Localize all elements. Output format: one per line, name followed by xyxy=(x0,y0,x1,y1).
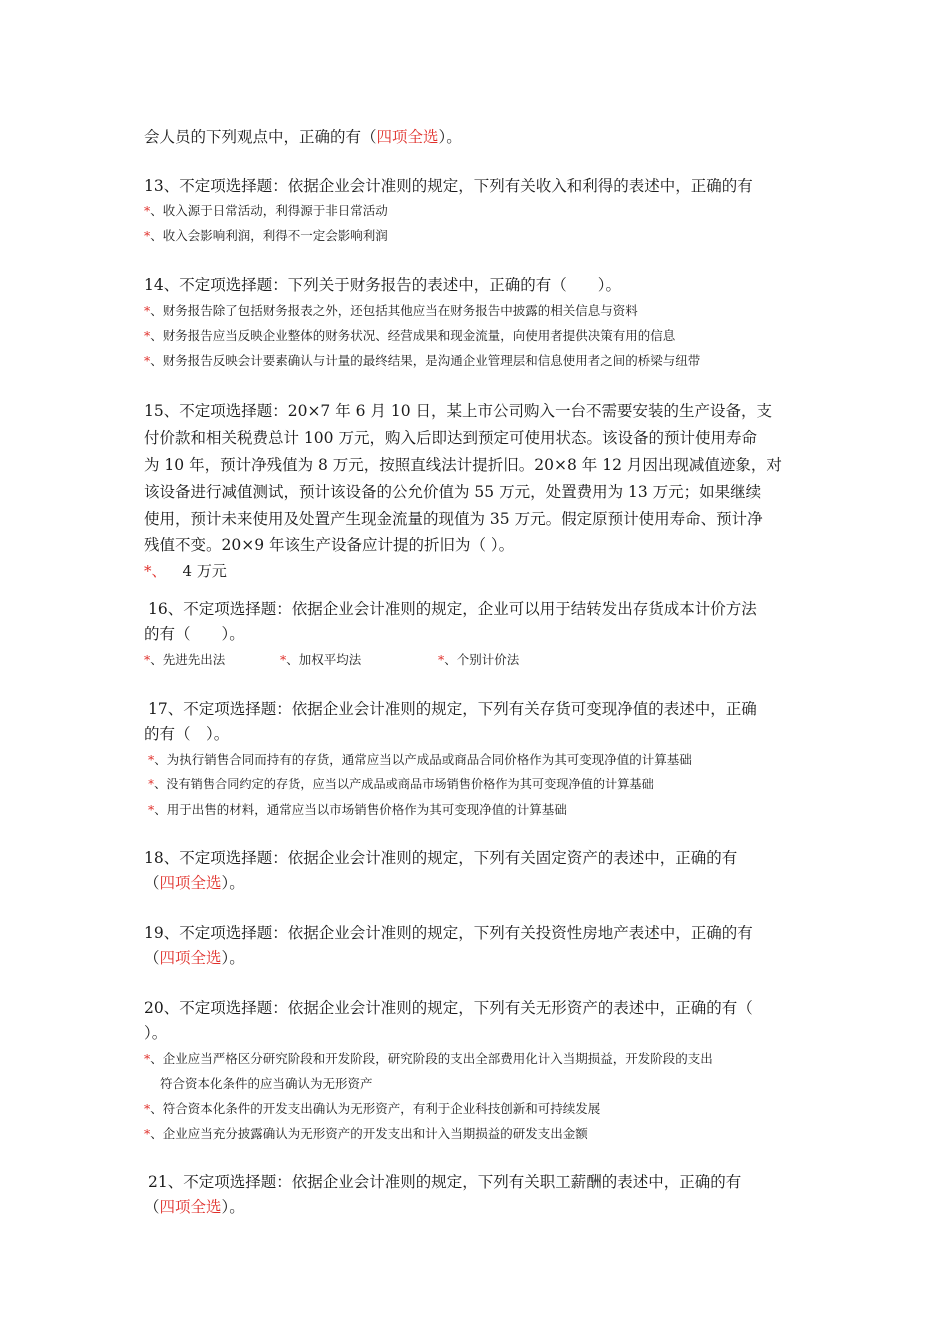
option-item: *、财务报告反映会计要素确认与计量的最终结果，是沟通企业管理层和信息使用者之间的桥梁与纽带 xyxy=(144,353,701,368)
intro-answer: 四项全选 xyxy=(376,128,439,146)
question-13-text: 13、不定项选择题：依据企业会计准则的规定，下列有关收入和利得的表述中，正确的有 xyxy=(144,177,753,195)
answer-text: 四项全选 xyxy=(159,1198,222,1216)
intro-tail: ）。 xyxy=(438,128,462,146)
option-item: *、企业应当严格区分研究阶段和开发阶段，研究阶段的支出全部费用化计入当期损益，开发阶段的支出 xyxy=(144,1051,713,1066)
star-marker: * xyxy=(144,353,151,368)
question-13 xyxy=(144,174,753,248)
question-20-line: ）。 xyxy=(144,1024,168,1042)
option-item: *、收入源于日常活动，利得源于非日常活动 xyxy=(144,203,388,218)
question-15 xyxy=(144,398,782,585)
star-marker: * xyxy=(144,562,152,580)
option-item: *、财务报告除了包括财务报表之外，还包括其他应当在财务报告中披露的相关信息与资料 xyxy=(144,303,638,318)
star-marker: * xyxy=(148,802,155,817)
option-item: *、先进先出法 xyxy=(144,652,226,667)
star-marker: * xyxy=(144,1101,151,1116)
option-item: *、加权平均法 xyxy=(280,652,362,667)
question-18-line: 18、不定项选择题：依据企业会计准则的规定，下列有关固定资产的表述中，正确的有 xyxy=(144,849,738,867)
option-continuation: 符合资本化条件的应当确认为无形资产 xyxy=(160,1076,373,1091)
option-item: *、用于出售的材料，通常应当以市场销售价格作为其可变现净值的计算基础 xyxy=(148,802,567,817)
question-21-line: 21、不定项选择题：依据企业会计准则的规定，下列有关职工薪酬的表述中，正确的有 xyxy=(148,1173,742,1191)
option-item: *、企业应当充分披露确认为无形资产的开发支出和计入当期损益的研发支出金额 xyxy=(144,1126,588,1141)
question-14 xyxy=(144,273,700,373)
question-16 xyxy=(144,597,757,672)
star-marker: * xyxy=(144,228,151,243)
star-marker: * xyxy=(148,752,155,767)
option-item: *、 4 万元 xyxy=(144,562,227,580)
question-18-answer-line: （四项全选）。 xyxy=(144,874,245,892)
question-15-line: 付价款和相关税费总计 100 万元，购入后即达到预定可使用状态。该设备的预计使用寿命 xyxy=(144,429,757,447)
star-marker: * xyxy=(438,652,445,667)
option-item: *、符合资本化条件的开发支出确认为无形资产，有利于企业科技创新和可持续发展 xyxy=(144,1101,601,1116)
question-17 xyxy=(144,697,757,822)
intro-text: 会人员的下列观点中，正确的有（ xyxy=(144,128,377,146)
option-item: *、财务报告应当反映企业整体的财务状况、经营成果和现金流量，向使用者提供决策有用的信息 xyxy=(144,328,676,343)
question-15-line: 15、不定项选择题：20×7 年 6 月 10 日，某上市公司购入一台不需要安装的生产设备，支 xyxy=(144,402,773,420)
star-marker: * xyxy=(144,1126,151,1141)
question-21 xyxy=(144,1170,741,1220)
question-20 xyxy=(144,996,753,1146)
question-19-answer-line: （四项全选）。 xyxy=(144,949,245,967)
question-17-line: 的有（ ）。 xyxy=(144,725,230,743)
question-18 xyxy=(144,846,737,896)
question-14-text: 14、不定项选择题：下列关于财务报告的表述中，正确的有（ ）。 xyxy=(144,276,621,294)
question-20-line: 20、不定项选择题：依据企业会计准则的规定，下列有关无形资产的表述中，正确的有（ xyxy=(144,999,753,1017)
question-15-line: 该设备进行减值测试，预计该设备的公允价值为 55 万元，处置费用为 13 万元；如果继续 xyxy=(144,483,762,501)
star-marker: * xyxy=(144,652,151,667)
star-marker: * xyxy=(144,328,151,343)
star-marker: * xyxy=(280,652,287,667)
option-item: *、个别计价法 xyxy=(438,652,520,667)
answer-text: 四项全选 xyxy=(159,874,222,892)
question-16-line: 的有（ ）。 xyxy=(144,625,245,643)
question-21-answer-line: （四项全选）。 xyxy=(144,1198,245,1216)
answer-text: 四项全选 xyxy=(159,949,222,967)
option-item: *、收入会影响利润，利得不一定会影响利润 xyxy=(144,228,388,243)
star-marker: * xyxy=(144,303,151,318)
question-15-line: 残值不变。20×9 年该生产设备应计提的折旧为（ ）。 xyxy=(144,536,515,554)
question-15-line: 为 10 年，预计净残值为 8 万元，按照直线法计提折旧。20×8 年 12 月因出现减值迹象，对 xyxy=(144,456,782,474)
star-marker: * xyxy=(144,203,151,218)
question-19 xyxy=(144,921,753,971)
question-19-line: 19、不定项选择题：依据企业会计准则的规定，下列有关投资性房地产表述中，正确的有 xyxy=(144,924,753,942)
option-item: *、没有销售合同约定的存货，应当以产成品或商品市场销售价格作为其可变现净值的计算基础 xyxy=(148,777,654,791)
question-15-line: 使用，预计未来使用及处置产生现金流量的现值为 35 万元。假定原预计使用寿命、预计净 xyxy=(144,510,763,528)
question-16-line: 16、不定项选择题：依据企业会计准则的规定，企业可以用于结转发出存货成本计价方法 xyxy=(148,600,757,618)
star-marker: * xyxy=(144,1051,151,1066)
question-17-line: 17、不定项选择题：依据企业会计准则的规定，下列有关存货可变现净值的表述中，正确 xyxy=(148,700,757,718)
option-item: *、为执行销售合同而持有的存货，通常应当以产成品或商品合同价格作为其可变现净值的计算基础 xyxy=(148,752,692,767)
intro-line xyxy=(144,125,462,150)
star-marker: * xyxy=(148,777,155,791)
option-row xyxy=(144,647,757,672)
